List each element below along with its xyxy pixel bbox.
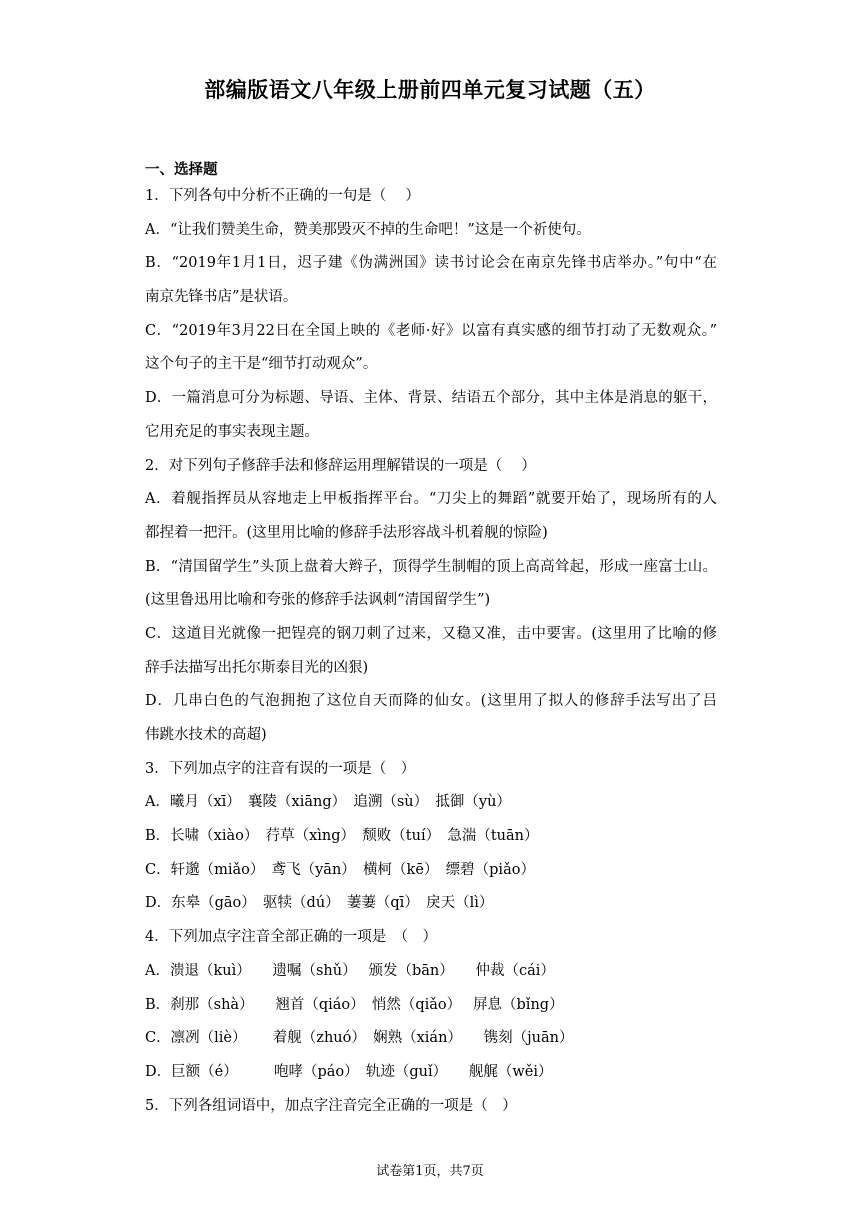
option-line: 这个句子的主干是“细节打动观众”。 [145,356,378,373]
option-line: B．刹那（shà） 翘首（qiáo） 悄然（qiǎo） 屏息（bǐng） [145,996,564,1013]
page-title: 部编版语文八年级上册前四单元复习试题（五） [204,78,656,102]
option-line: 伟跳水技术的高超) [145,727,267,743]
option-line: A．曦月（xī） 襄陵（xiāng） 追溯（sù） 抵御（yù） [145,794,511,811]
question-list [145,180,717,1123]
option-line: (这里鲁迅用比喻和夸张的修辞手法讽刺“清国留学生”) [145,592,491,609]
option-line: D．几串白色的气泡拥抱了这位自天而降的仙女。(这里用了拟人的修辞手法写出了吕 [145,693,717,710]
option-line: 都捏着一把汗。(这里用比喻的修辞手法形容战斗机着舰的惊险) [145,524,548,541]
page-footer: 试卷第1页，共7页 [376,1164,484,1179]
option-line: B．长啸（xiào） 荇草（xìng） 颓败（tuí） 急湍（tuān） [145,828,539,845]
option-line: 南京先锋书店”是状语。 [145,289,298,306]
question-stem: 5．下列各组词语中，加点字注音完全正确的一项是（ ） [145,1097,517,1114]
option-line: 它用充足的事实表现主题。 [145,423,319,440]
option-line: C．轩邈（miǎo） 鸢飞（yān） 横柯（kē） 缥碧（piǎo） [145,861,535,878]
option-line: C．“2019年3月22日在全国上映的《老师·好》以富有真实感的细节打动了无数观众。” [145,322,717,339]
option-line: A．着舰指挥员从容地走上甲板指挥平台。“刀尖上的舞蹈”就要开始了，现场所有的人 [145,491,717,508]
option-line: 辞手法描写出托尔斯泰目光的凶狠) [145,659,369,676]
option-line: A．溃退（kuì） 遗嘱（shǔ） 颁发（bān） 仲裁（cái） [145,962,555,979]
option-line: B．“清国留学生”头顶上盘着大辫子，顶得学生制帽的顶上高高耸起，形成一座富士山。 [145,558,717,575]
option-line: D．一篇消息可分为标题、导语、主体、背景、结语五个部分，其中主体是消息的躯干， [145,390,717,407]
question-stem: 1．下列各句中分析不正确的一句是（ ） [145,188,420,204]
section-heading: 一、选择题 [145,162,218,178]
option-line: A．“让我们赞美生命，赞美那毁灭不掉的生命吧！”这是一个祈使句。 [145,221,591,238]
option-line: D．东皋（gāo） 驱犊（dú） 萋萋（qī） 戾天（lì） [145,895,494,912]
option-line: B．“2019年1月1日，迟子建《伪满洲国》读书讨论会在南京先锋书店举办。”句中“在 [145,255,717,272]
option-line: C．凛冽（liè） 着舰（zhuó） 娴熟（xián） 镌刻（juān） [145,1030,574,1047]
option-line: D．巨额（é） 咆哮（páo） 轨迹（guǐ） 舰艉（wěi） [145,1063,553,1080]
question-stem: 2．对下列句子修辞手法和修辞运用理解错误的一项是（ ） [145,457,536,474]
question-stem: 3．下列加点字的注音有误的一项是（ ） [145,760,416,777]
question-stem: 4．下列加点字注音全部正确的一项是 （ ） [145,929,437,946]
option-line: C．这道目光就像一把锃亮的钢刀刺了过来，又稳又准，击中要害。(这里用了比喻的修 [145,625,717,642]
